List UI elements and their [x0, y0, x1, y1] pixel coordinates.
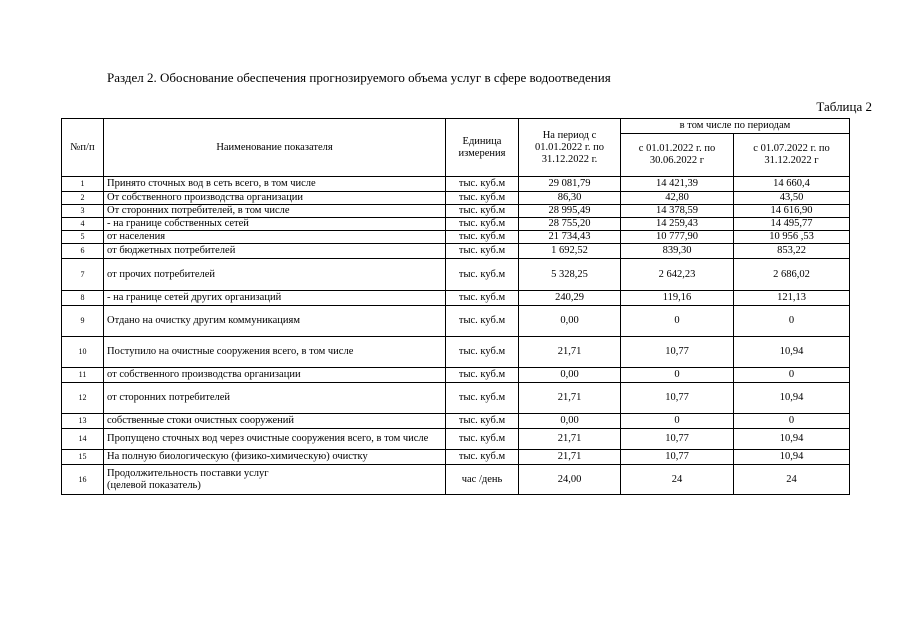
row-unit: тыс. куб.м — [446, 205, 519, 218]
table-caption: Таблица 2 — [816, 99, 872, 114]
row-half2-value: 10,94 — [734, 429, 850, 450]
row-total-value: 0,00 — [519, 414, 621, 429]
row-unit: тыс. куб.м — [446, 414, 519, 429]
row-half2-value: 0 — [734, 368, 850, 383]
header-name: Наименование показателя — [104, 119, 446, 177]
row-unit: тыс. куб.м — [446, 306, 519, 337]
row-indicator-name: от населения — [104, 231, 446, 244]
table-row — [62, 429, 850, 450]
row-half1-value: 0 — [621, 368, 734, 383]
row-total-value: 21,71 — [519, 337, 621, 368]
row-number: 11 — [62, 368, 104, 383]
row-indicator-name: от собственного производства организации — [104, 368, 446, 383]
header-period-group: в том числе по периодам — [621, 119, 850, 134]
row-total-value: 86,30 — [519, 192, 621, 205]
header-num: №п/п — [62, 119, 104, 177]
forecast-table — [61, 118, 850, 495]
table-row — [62, 306, 850, 337]
row-half1-value: 0 — [621, 306, 734, 337]
row-unit: тыс. куб.м — [446, 337, 519, 368]
row-total-value: 29 081,79 — [519, 177, 621, 192]
row-number: 5 — [62, 231, 104, 244]
row-total-value: 0,00 — [519, 368, 621, 383]
row-half1-value: 10,77 — [621, 337, 734, 368]
row-number: 14 — [62, 429, 104, 450]
row-half1-value: 10,77 — [621, 429, 734, 450]
row-half2-value: 24 — [734, 465, 850, 495]
row-total-value: 28 755,20 — [519, 218, 621, 231]
row-total-value: 240,29 — [519, 291, 621, 306]
row-half1-value: 10,77 — [621, 383, 734, 414]
row-indicator-name: От сторонних потребителей, в том числе — [104, 205, 446, 218]
row-half1-value: 24 — [621, 465, 734, 495]
row-indicator-name: от бюджетных потребителей — [104, 244, 446, 259]
row-total-value: 21 734,43 — [519, 231, 621, 244]
row-half1-value: 14 421,39 — [621, 177, 734, 192]
row-number: 3 — [62, 205, 104, 218]
row-half2-value: 0 — [734, 306, 850, 337]
row-number: 13 — [62, 414, 104, 429]
table-row — [62, 259, 850, 291]
row-half1-value: 14 259,43 — [621, 218, 734, 231]
row-half1-value: 119,16 — [621, 291, 734, 306]
row-half1-value: 0 — [621, 414, 734, 429]
row-unit: тыс. куб.м — [446, 291, 519, 306]
row-unit: тыс. куб.м — [446, 429, 519, 450]
row-number: 2 — [62, 192, 104, 205]
row-indicator-name: Отдано на очистку другим коммуникациям — [104, 306, 446, 337]
row-number: 12 — [62, 383, 104, 414]
row-number: 4 — [62, 218, 104, 231]
row-indicator-name: Принято сточных вод в сеть всего, в том числе — [104, 177, 446, 192]
row-half2-value: 10,94 — [734, 337, 850, 368]
header-period-total: На период с 01.01.2022 г. по 31.12.2022 г. — [519, 119, 621, 177]
row-unit: тыс. куб.м — [446, 450, 519, 465]
row-total-value: 21,71 — [519, 429, 621, 450]
table-row — [62, 465, 850, 495]
row-half2-value: 43,50 — [734, 192, 850, 205]
row-half2-value: 14 660,4 — [734, 177, 850, 192]
row-number: 7 — [62, 259, 104, 291]
table-row — [62, 450, 850, 465]
row-indicator-name: На полную биологическую (физико-химическую) очистку — [104, 450, 446, 465]
row-half1-value: 839,30 — [621, 244, 734, 259]
header-unit: Единица измерения — [446, 119, 519, 177]
row-half1-value: 2 642,23 — [621, 259, 734, 291]
table-row — [62, 177, 850, 192]
table-row — [62, 192, 850, 205]
row-half2-value: 10 956 ,53 — [734, 231, 850, 244]
table-row — [62, 414, 850, 429]
row-indicator-name: от прочих потребителей — [104, 259, 446, 291]
table-row — [62, 383, 850, 414]
row-indicator-name: Поступило на очистные сооружения всего, в том числе — [104, 337, 446, 368]
row-number: 9 — [62, 306, 104, 337]
row-half2-value: 14 495,77 — [734, 218, 850, 231]
row-number: 16 — [62, 465, 104, 495]
row-indicator-name: Продолжительность поставки услуг (целевой показатель) — [104, 465, 446, 495]
row-total-value: 1 692,52 — [519, 244, 621, 259]
row-indicator-name: Пропущено сточных вод через очистные сооружения всего, в том числе — [104, 429, 446, 450]
row-unit: тыс. куб.м — [446, 218, 519, 231]
row-unit: тыс. куб.м — [446, 259, 519, 291]
row-unit: час /день — [446, 465, 519, 495]
row-half1-value: 14 378,59 — [621, 205, 734, 218]
row-total-value: 21,71 — [519, 450, 621, 465]
row-half1-value: 42,80 — [621, 192, 734, 205]
section-title: Раздел 2. Обоснование обеспечения прогнозируемого объема услуг в сфере водоотведения — [107, 70, 611, 85]
row-indicator-name: - на границе собственных сетей — [104, 218, 446, 231]
row-number: 6 — [62, 244, 104, 259]
row-half2-value: 2 686,02 — [734, 259, 850, 291]
table-row — [62, 368, 850, 383]
row-half1-value: 10 777,90 — [621, 231, 734, 244]
row-unit: тыс. куб.м — [446, 177, 519, 192]
row-half2-value: 14 616,90 — [734, 205, 850, 218]
table-row — [62, 205, 850, 218]
table-row — [62, 218, 850, 231]
row-total-value: 0,00 — [519, 306, 621, 337]
row-total-value: 21,71 — [519, 383, 621, 414]
row-number: 10 — [62, 337, 104, 368]
row-half2-value: 853,22 — [734, 244, 850, 259]
row-number: 15 — [62, 450, 104, 465]
table-row — [62, 231, 850, 244]
row-indicator-name: от сторонних потребителей — [104, 383, 446, 414]
row-total-value: 24,00 — [519, 465, 621, 495]
table-row — [62, 244, 850, 259]
row-half1-value: 10,77 — [621, 450, 734, 465]
table-row — [62, 337, 850, 368]
row-unit: тыс. куб.м — [446, 383, 519, 414]
row-unit: тыс. куб.м — [446, 244, 519, 259]
row-half2-value: 0 — [734, 414, 850, 429]
row-indicator-name: От собственного производства организации — [104, 192, 446, 205]
row-indicator-name: - на границе сетей других организаций — [104, 291, 446, 306]
row-unit: тыс. куб.м — [446, 231, 519, 244]
row-half2-value: 10,94 — [734, 383, 850, 414]
row-total-value: 28 995,49 — [519, 205, 621, 218]
table-row — [62, 291, 850, 306]
header-half1: с 01.01.2022 г. по 30.06.2022 г — [621, 134, 734, 177]
row-number: 1 — [62, 177, 104, 192]
row-unit: тыс. куб.м — [446, 368, 519, 383]
row-half2-value: 121,13 — [734, 291, 850, 306]
row-number: 8 — [62, 291, 104, 306]
row-half2-value: 10,94 — [734, 450, 850, 465]
row-unit: тыс. куб.м — [446, 192, 519, 205]
header-half2: с 01.07.2022 г. по 31.12.2022 г — [734, 134, 850, 177]
row-indicator-name: собственные стоки очистных сооружений — [104, 414, 446, 429]
row-total-value: 5 328,25 — [519, 259, 621, 291]
table-body — [62, 177, 850, 495]
